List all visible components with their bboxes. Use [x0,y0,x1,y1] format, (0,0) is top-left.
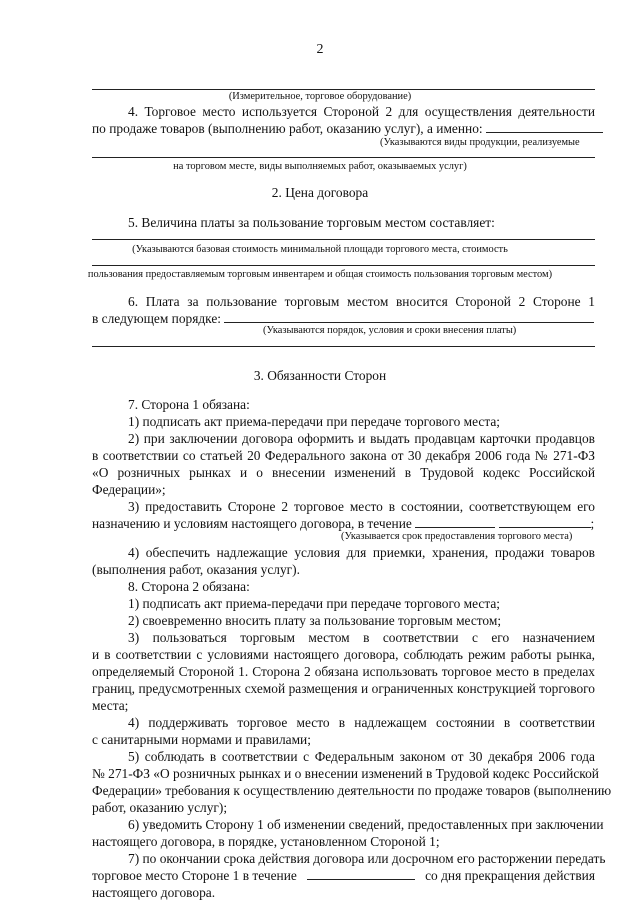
clause-7-line-2: 1) подписать акт приема-передачи при передаче торгового места; [128,414,501,429]
section-3-title: 3. Обязанности Сторон [253,368,387,383]
clause-8-line-13: Федерации» требования к осуществлению деятельности по продаже товаров (выполнению [92,783,612,798]
fill-line [92,346,595,347]
clause-8-line-8: места; [92,698,129,713]
clause-8-line-2: 1) подписать акт приема-передачи при передаче торгового места; [128,596,501,611]
caption-cost-1: (Указываются базовая стоимость минимальной площади торгового места, стоимость [132,244,508,255]
clause-8-line-19: настоящего договора. [92,885,216,900]
clause-8-line-9: 4) поддерживать торговое место в надлежащем состоянии в соответствии [128,715,595,730]
clause-8-line-18: торговое место Стороне 1 в течение со дня прекращения действия [92,868,595,883]
clause-7-line-10: (выполнения работ, оказания услуг). [92,562,300,577]
section-2-title: 2. Цена договора [271,185,369,200]
caption-payment: (Указываются порядок, условия и сроки внесения платы) [263,325,517,336]
caption-term: (Указывается срок предоставления торгового места) [341,531,573,542]
clause-8-line-5: и в соответствии с условиями настоящего договора, соблюдать режим работы рынка, [92,647,595,662]
fill-line [92,239,595,240]
clause-7-line-7: 3) предоставить Стороне 2 торговое место в состоянии, соответствующем его [128,499,595,514]
caption-cost-2: пользования предоставляемым торговым инвентарем и общая стоимость пользования торговым местом) [87,269,553,280]
fill-line [92,157,595,158]
clause-8-line-17: 7) по окончании срока действия договора или досрочном его расторжении передать [128,851,606,866]
clause-8-line-3: 2) своевременно вносить плату за пользование торговым местом; [128,613,502,628]
clause-8-line-7: границ, предусмотренных схемой размещения и ограниченных конструкцией торгового [92,681,595,696]
clause-7-line-9: 4) обеспечить надлежащие условия для приемки, хранения, продажи товаров [128,545,595,560]
fill-line [92,265,595,266]
clause-7-line-5: «О розничных рынках и о внесении изменений в Трудовой кодекс Российской [92,465,595,480]
clause-8-line-12: № 271-ФЗ «О розничных рынках и о внесении изменений в Трудовой кодекс Российской [92,766,599,781]
clause-6-line-2: в следующем порядке: [92,310,595,327]
clause-7-line-8: назначению и условиям настоящего договора, в течение ; [92,516,595,531]
clause-8-line-14: работ, оказанию услуг); [92,800,228,815]
fill-blank [415,515,495,528]
clause-7-line-1: 7. Сторона 1 обязана: [128,397,250,412]
clause-8-line-6: определяемый Стороной 1. Сторона 2 обязана использовать торговое место в пределах [92,664,595,679]
clause-8-line-16: настоящего договора, в порядке, установленном Стороной 1; [92,834,440,849]
clause-5-line-1: 5. Величина платы за пользование торговым местом составляет: [128,215,495,230]
clause-8-line-1: 8. Сторона 2 обязана: [128,579,250,594]
clause-8-line-11: 5) соблюдать в соответствии с Федеральным законом от 30 декабря 2006 года [128,749,595,764]
fill-blank [499,515,591,528]
fill-blank [307,867,415,880]
clause-7-line-3: 2) при заключении договора оформить и выдать продавцам карточки продавцов [128,431,595,446]
page-number: 2 [316,42,324,57]
caption-products: (Указываются виды продукции, реализуемые [380,137,580,148]
clause-7-line-6: Федерации»; [92,482,166,497]
clause-7-line-4: в соответствии со статьей 20 Федерального закона от 30 декабря 2006 года № 271-ФЗ [92,448,595,463]
clause-4-line-2: по продаже товаров (выполнению работ, оказанию услуг), а именно: [92,120,595,137]
clause-8-line-15: 6) уведомить Сторону 1 об изменении сведений, предоставленных при заключении [128,817,604,832]
clause-8-line-4: 3) пользоваться торговым местом в соответствии с его назначением [128,630,595,645]
caption-equipment: (Измерительное, торговое оборудование) [228,91,412,102]
fill-blank [224,310,594,323]
clause-4-line-1: 4. Торговое место используется Стороной 2 для осуществления деятельности [128,104,595,119]
clause-6-line-1: 6. Плата за пользование торговым местом вносится Стороной 2 Стороне 1 [128,294,595,309]
clause-8-line-10: с санитарными нормами и правилами; [92,732,311,747]
caption-works: на торговом месте, виды выполняемых работ, оказываемых услуг) [173,161,467,172]
fill-blank [486,120,603,133]
